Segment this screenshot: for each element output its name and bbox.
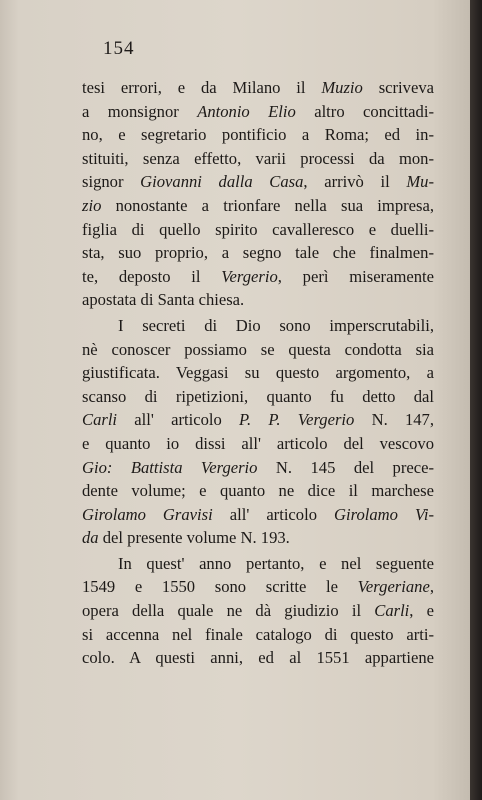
page-number: 154 [103, 38, 135, 59]
page-text [82, 76, 434, 670]
text-line: 1549 e 1550 sono scritte le Vergeriane, [82, 577, 434, 597]
text-line: I secreti di Dio sono imperscrutabili, [118, 315, 434, 335]
text-line: giustificata. Veggasi su questo argomento, a [82, 363, 434, 383]
italic-name: Gio: Battista Vergerio [82, 457, 258, 477]
italic-name: Girolamo Gravisi [82, 504, 213, 524]
text-line: stituiti, senza effetto, varii processi da mon- [82, 148, 434, 168]
italic-name: Girolamo Vi- [334, 504, 435, 524]
text-line: tesi errori, e da Milano il Muzio scriveva [82, 78, 434, 97]
text-line: In quest' anno pertanto, e nel seguente [118, 553, 434, 573]
text-line: dente volume; e quanto ne dice il marchese [82, 481, 434, 501]
text-line: Carli all' articolo P. P. Vergerio N. 147, [82, 410, 434, 430]
text-line: no, e segretario pontificio a Roma; ed in- [82, 125, 434, 145]
text-line: zio nonostante a trionfare nella sua impresa, [82, 195, 434, 215]
italic-name: zio [82, 195, 102, 215]
text-line: Gio: Battista Vergerio N. 145 del prece- [82, 457, 434, 477]
text-line: figlia di quello spirito cavalleresco e duelli- [82, 219, 434, 239]
text-line: colo. A questi anni, ed al 1551 appartiene [82, 648, 434, 668]
text-line: e quanto io dissi all' articolo del vescovo [82, 433, 434, 453]
page-edge [470, 0, 482, 800]
italic-name: da [82, 528, 99, 548]
text-line: nè conoscer possiamo se questa condotta sia [82, 339, 434, 359]
text-line: opera della quale ne dà giudizio il Carli, e [82, 601, 434, 621]
text-line: si accenna nel finale catalogo di questo arti- [82, 624, 434, 644]
italic-name: Antonio Elio [197, 101, 296, 121]
text-line: scanso di ripetizioni, quanto fu detto dal [82, 386, 434, 406]
italic-name: Muzio [321, 78, 363, 97]
italic-name: Carli [374, 601, 410, 621]
italic-name: Mu- [406, 172, 434, 192]
italic-name: Vergeriane [357, 577, 430, 597]
text-line: signor Giovanni dalla Casa, arrivò il Mu- [82, 172, 434, 192]
text-line: sta, suo proprio, a segno tale che finalmen- [82, 243, 434, 263]
italic-name: P. P. Vergerio [239, 410, 355, 430]
italic-name: Giovanni dalla Casa [140, 172, 304, 192]
italic-name: Carli [82, 410, 118, 430]
text-line: Girolamo Gravisi all' articolo Girolamo Vi- [82, 504, 435, 524]
text-line: da del presente volume N. 193. [82, 528, 290, 548]
italic-name: Vergerio [221, 266, 278, 286]
text-line: apostata di Santa chiesa. [82, 290, 245, 310]
text-line: a monsignor Antonio Elio altro concittadi- [82, 101, 434, 121]
text-line: te, deposto il Vergerio, perì miseramente [82, 266, 434, 286]
